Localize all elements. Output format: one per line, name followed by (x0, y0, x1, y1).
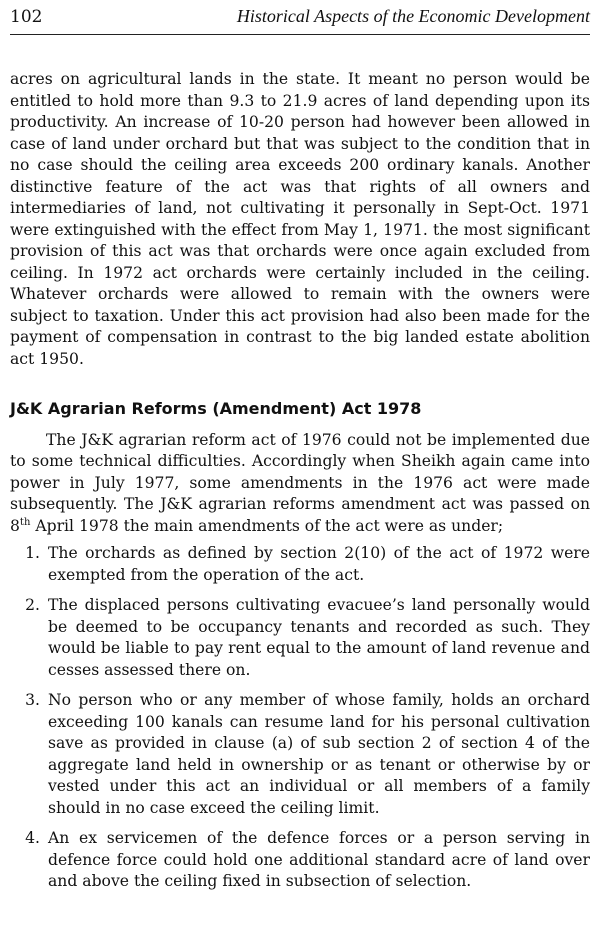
list-item-text: The displaced persons cultivating evacuee’s land personally would be deemed to be occupancy tenants and recorded as such. They would be liable to pay rent equal to the amount of land revenue and cesses assessed there on. (48, 596, 590, 679)
list-item (10, 828, 590, 893)
running-header (10, 6, 590, 35)
paragraph-continuation: acres on agricultural lands in the state. It meant no person would be entitled to hold more than 9.3 to 21.9 acres of land depending upon its productivity. An increase of 10-20 person had however been allowed in case of land under orchard but that was subject to the condition that in no case should the ceiling area exceeds 200 ordinary kanals. Another distinctive feature of the act was that rights of all owners and intermediaries of land, not cultivating it personally in Sept-Oct. 1971 were extinguished with the effect from May 1, 1971. the most significant provision of this act was that orchards were once again excluded from ceiling. In 1972 act orchards were certainly included in the ceiling. Whatever orchards were allowed to remain with the owners were subject to taxation. Under this act provision had also been made for the payment of compensation in contrast to the big landed estate abolition act 1950. (10, 70, 590, 368)
section-intro-paragraph (10, 430, 590, 538)
body-text (10, 69, 590, 893)
list-item (10, 595, 590, 681)
intro-text-part2: April 1978 the main amendments of the act were as under; (30, 516, 504, 535)
amendments-list (10, 543, 590, 893)
list-item-number: 2. (25, 596, 40, 614)
section-heading: J&K Agrarian Reforms (Amendment) Act 1978 (10, 399, 422, 418)
page-number: 102 (10, 7, 43, 27)
book-title: Historical Aspects of the Economic Development (236, 6, 590, 26)
list-item-text: An ex servicemen of the defence forces or a person serving in defence force could hold one additional standard acre of land over and above the ceiling fixed in subsection of selection. (48, 829, 590, 890)
list-item-number: 4. (25, 829, 40, 847)
list-item-text: No person who or any member of whose family, holds an orchard exceeding 100 kanals can resume land for his personal cultivation save as provided in clause (a) of sub section 2 of section 4 of the aggregate land held in ownership or as tenant or otherwise by or vested under this act an individual or all members of a family should in no case exceed the ceiling limit. (48, 691, 590, 817)
list-item (10, 543, 590, 586)
ordinal-suffix: th (19, 516, 31, 528)
list-item-number: 3. (25, 691, 40, 709)
list-item-text: The orchards as defined by section 2(10) of the act of 1972 were exempted from the operation of the act. (48, 544, 590, 584)
intro-text-part1: The J&K agrarian reform act of 1976 could not be implemented due to some technical difficulties. Accordingly when Sheikh again came into power in July 1977, some amendments in the 1976 act were made subsequently. The J&K agrarian reforms amendment act was passed on 8 (10, 430, 590, 535)
list-item-number: 1. (25, 544, 40, 562)
list-item (10, 690, 590, 819)
